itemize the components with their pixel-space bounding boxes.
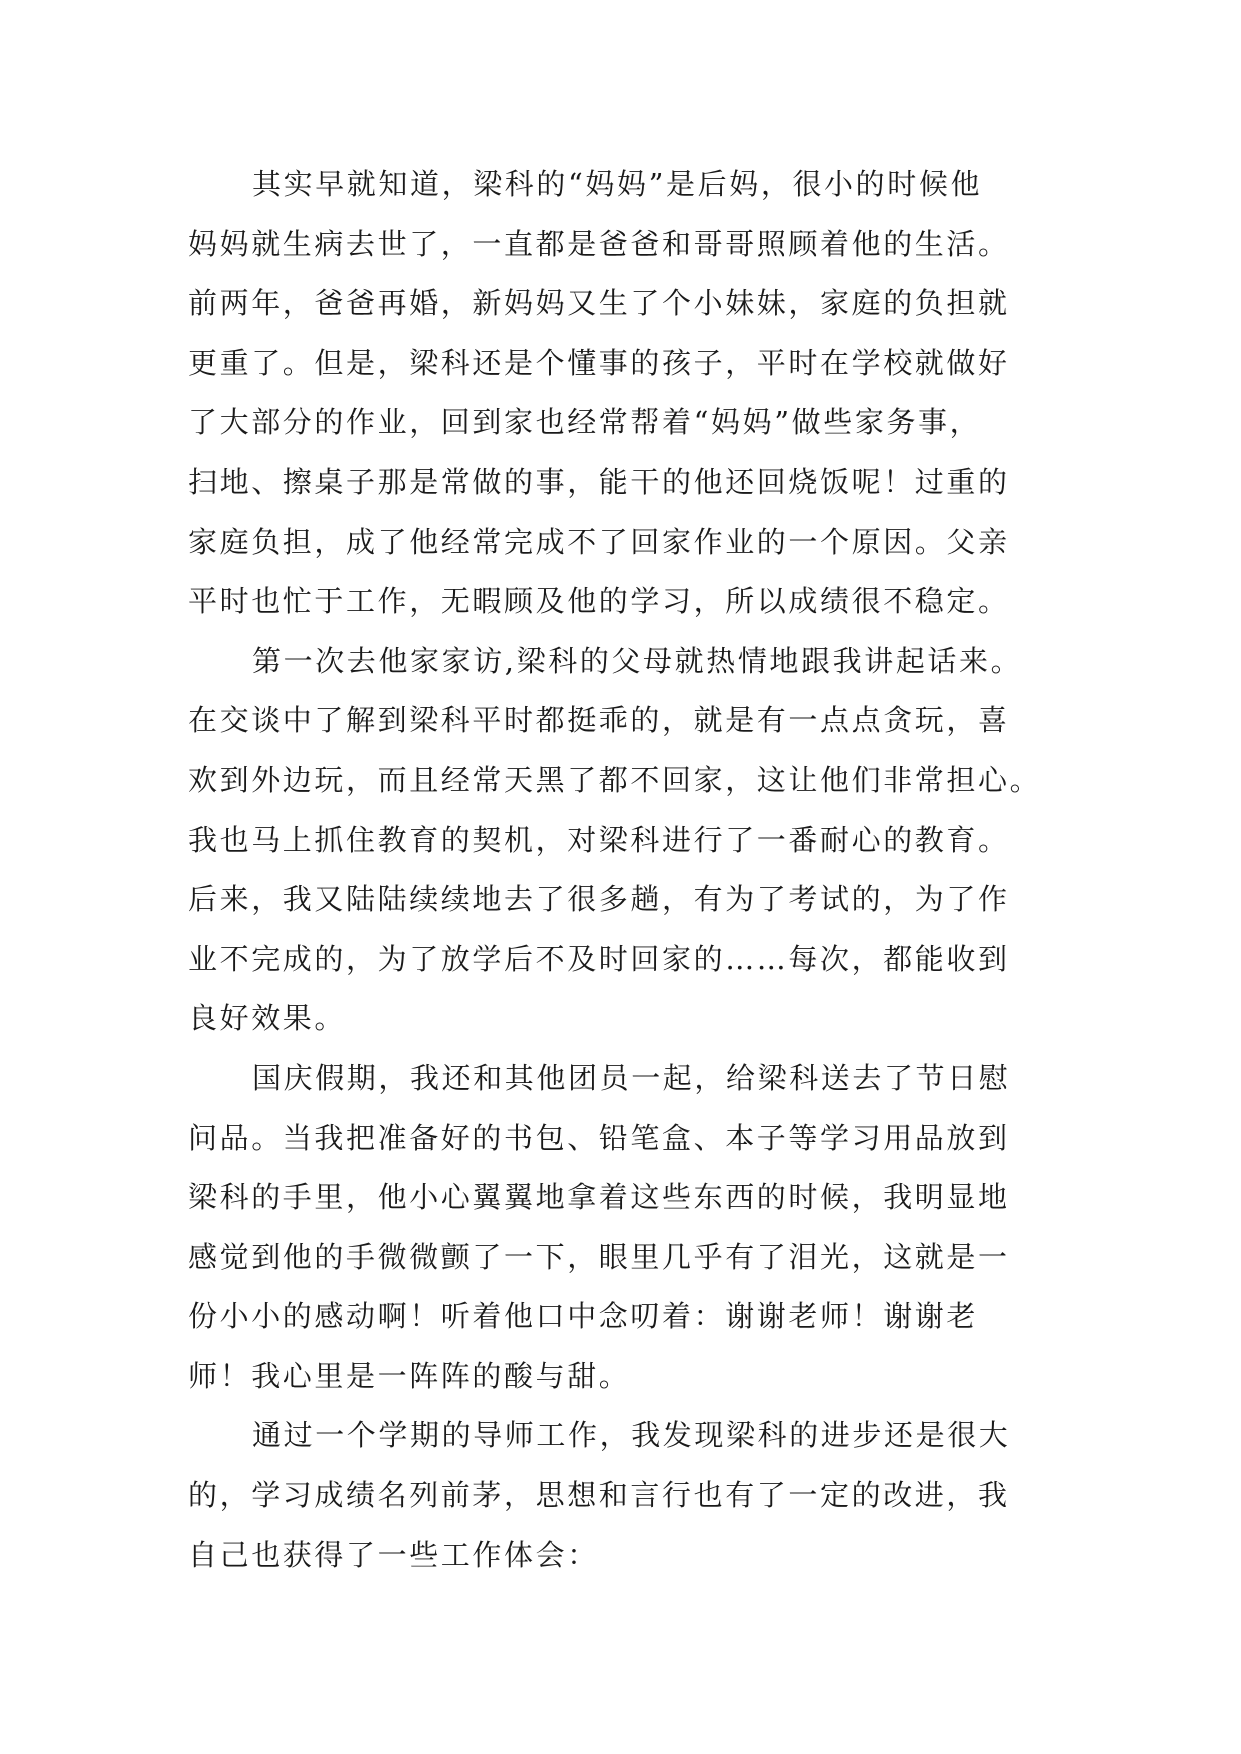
text-line: 自己也获得了一些工作体会： xyxy=(188,1537,599,1572)
text-line: 的，学习成绩名列前茅，思想和言行也有了一定的改进，我 xyxy=(188,1478,1010,1513)
paragraph-2 xyxy=(188,632,1058,1049)
paragraph-4 xyxy=(188,1406,1058,1585)
text-line: 师！我心里是一阵阵的酸与甜。 xyxy=(188,1358,631,1393)
text-line: 前两年，爸爸再婚，新妈妈又生了个小妹妹，家庭的负担就 xyxy=(188,286,1010,321)
text-line: 我也马上抓住教育的契机，对梁科进行了一番耐心的教育。 xyxy=(188,822,1010,857)
text-line: 扫地、擦桌子那是常做的事，能干的他还回烧饭呢！过重的 xyxy=(188,464,1010,499)
paragraph-1 xyxy=(188,155,1058,632)
document-body xyxy=(188,155,1058,1585)
text-line: 份小小的感动啊！听着他口中念叨着：谢谢老师！谢谢老 xyxy=(188,1299,979,1334)
text-line: 感觉到他的手微微颤了一下，眼里几乎有了泪光，这就是一 xyxy=(188,1239,1010,1274)
text-line: 业不完成的，为了放学后不及时回家的……每次，都能收到 xyxy=(188,941,1010,976)
paragraph-3 xyxy=(188,1049,1058,1407)
text-line: 后来，我又陆陆续续地去了很多趟，有为了考试的，为了作 xyxy=(188,882,1010,917)
text-line: 其实早就知道，梁科的“妈妈”是后妈，很小的时候他 xyxy=(252,167,983,201)
text-line: 妈妈就生病去世了，一直都是爸爸和哥哥照顾着他的生活。 xyxy=(188,226,1010,261)
text-line: 通过一个学期的导师工作，我发现梁科的进步还是很大 xyxy=(252,1418,1011,1453)
text-line: 第一次去他家家访,梁科的父母就热情地跟我讲起话来。 xyxy=(252,643,1023,678)
text-line: 平时也忙于工作，无暇顾及他的学习，所以成绩很不稳定。 xyxy=(188,584,1010,619)
text-line: 在交谈中了解到梁科平时都挺乖的，就是有一点点贪玩，喜 xyxy=(188,703,1010,738)
text-line: 了大部分的作业，回到家也经常帮着“妈妈”做些家务事， xyxy=(188,405,982,440)
text-line: 家庭负担，成了他经常完成不了回家作业的一个原因。父亲 xyxy=(188,524,1010,559)
text-line: 更重了。但是，梁科还是个懂事的孩子，平时在学校就做好 xyxy=(188,345,1010,380)
text-line: 国庆假期，我还和其他团员一起，给梁科送去了节日慰 xyxy=(252,1060,1011,1095)
text-line: 良好效果。 xyxy=(188,1001,347,1036)
text-line: 梁科的手里，他小心翼翼地拿着这些东西的时候，我明显地 xyxy=(188,1180,1010,1215)
text-line: 问品。当我把准备好的书包、铅笔盒、本子等学习用品放到 xyxy=(188,1120,1010,1155)
text-line: 欢到外边玩，而且经常天黑了都不回家，这让他们非常担心。 xyxy=(188,762,1042,797)
